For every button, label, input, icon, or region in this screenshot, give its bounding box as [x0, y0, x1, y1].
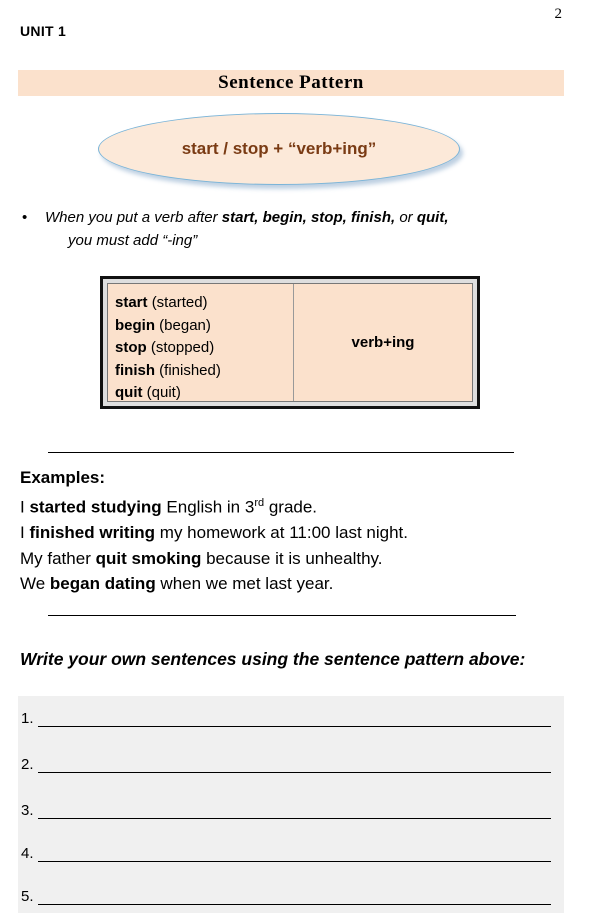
answer-blank[interactable] — [38, 802, 551, 819]
verb-row: quit (quit) — [115, 384, 181, 401]
examples-heading: Examples: — [20, 468, 106, 487]
bullet-icon: • — [22, 209, 28, 226]
verb-row: stop (stopped) — [115, 339, 215, 356]
answer-line[interactable]: 2. — [21, 756, 551, 773]
verb-row: begin (began) — [115, 316, 211, 334]
page-title: Sentence Pattern — [18, 70, 564, 96]
rule-bullet — [22, 206, 582, 252]
answer-blank[interactable] — [38, 888, 551, 905]
instruction-text: Write your own sentences using the sentence pattern above: — [20, 649, 526, 669]
bullet-line-1: When you put a verb after start, begin, stop, finish, or quit, — [45, 209, 449, 226]
verb-list — [108, 284, 294, 401]
unit-label: UNIT 1 — [20, 23, 67, 39]
pattern-oval — [98, 113, 460, 185]
example-sentence: I finished writing my homework at 11:00 last night. — [20, 523, 408, 543]
verb-row: start (started) — [115, 294, 208, 311]
example-sentence: My father quit smoking because it is unhealthy. — [20, 548, 383, 568]
keyword-quit: quit, — [416, 209, 449, 226]
pattern-table — [100, 276, 480, 409]
answer-line[interactable]: 5. — [21, 888, 551, 905]
answer-line[interactable]: 1. — [21, 710, 551, 727]
keyword-finish: finish, — [350, 209, 396, 226]
answer-line[interactable]: 4. — [21, 845, 551, 862]
answer-line[interactable]: 3. — [21, 802, 551, 819]
keyword-begin: begin, — [262, 209, 307, 226]
divider-line — [48, 452, 514, 453]
divider-line — [48, 615, 516, 616]
answer-blank[interactable] — [38, 710, 551, 727]
examples-section — [20, 465, 408, 597]
keyword-start: start, — [221, 209, 259, 226]
pattern-text: start / stop + “verb+ing” — [181, 139, 377, 158]
example-sentence: We began dating when we met last year. — [20, 574, 334, 594]
keyword-stop: stop, — [310, 209, 347, 226]
answer-area — [18, 696, 564, 913]
example-sentence: I started studying English in 3rd grade. — [20, 496, 318, 517]
bullet-line-2: you must add “-ing” — [68, 232, 198, 249]
answer-blank[interactable] — [38, 756, 551, 773]
result-cell: verb+ing — [351, 334, 415, 351]
verb-row: finish (finished) — [115, 361, 221, 379]
page-number: 2 — [554, 6, 562, 22]
answer-blank[interactable] — [38, 845, 551, 862]
